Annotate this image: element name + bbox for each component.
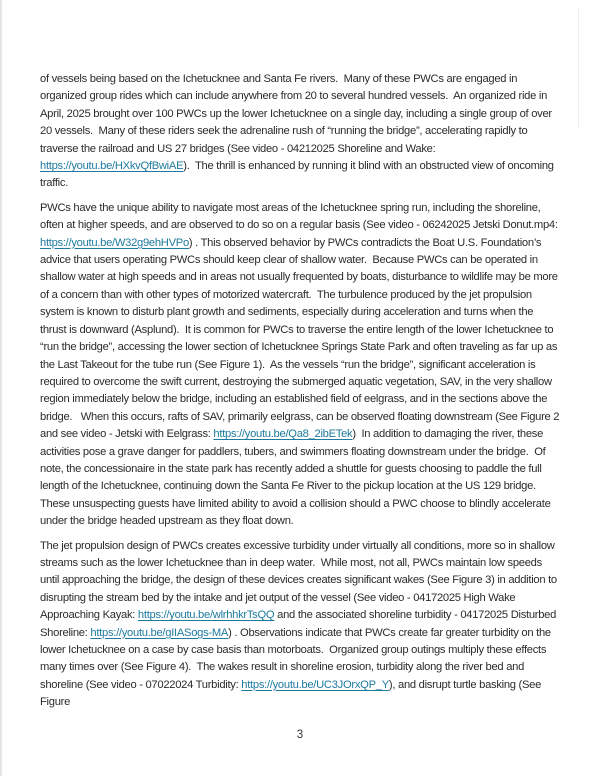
youtube-link[interactable]: https://youtu.be/wlrhhkrTsQQ [137, 609, 275, 622]
paragraph-text: ), and disrupt turtle basking (See Figure [40, 678, 544, 709]
youtube-link[interactable]: https://youtu.be/W32g9ehHVPo [40, 236, 189, 249]
paragraph [40, 200, 562, 531]
paragraph-text: PWCs have the unique ability to navigate most areas of the Ichetucknee spring run, including the shoreline, often at higher speeds, and are observed to do so on a regular basis (See video - 06242025 Jetski Donut.mp4: [40, 201, 561, 232]
scan-edge-left [0, 0, 3, 776]
paragraph-text: ). The thrill is enhanced by running it blind with an obstructed view of oncoming traffic. [40, 160, 557, 190]
page-number: 3 [296, 729, 304, 741]
scan-edge-right [578, 8, 579, 128]
youtube-link[interactable]: https://youtu.be/Qa8_2ibETek [213, 428, 353, 441]
paragraph [40, 538, 562, 712]
youtube-link[interactable]: https://youtu.be/HXkvQfBwiAE [40, 160, 184, 173]
paragraph-text: ) . Observations indicate that PWCs create far greater turbidity on the lower Ichetucknee on a case by case basis than motorboats. Organized group outings multiply these effects many times over (See Figure 4). The wakes result in shoreline erosion, turbidity along the river bed and shoreline (See video - 07022024 Turbidity: [40, 626, 554, 691]
paragraph-text: ) In addition to damaging the river, these activities pose a grave danger for paddlers, tubers, and swimmers floating downstream under the bridge. Of note, the concessionaire in the state park has recently added a shuttle for guests choosing to paddle the full length of the Ichetucknee, continuing down the Santa Fe River to the pickup location at the US 129 bridge. These unsuspecting guests have limited ability to avoid a collision should a PWC choose to blindly accelerate under the bridge headed upstream as they float down. [40, 428, 554, 528]
paragraph-text: The jet propulsion design of PWCs creates excessive turbidity under virtually all conditions, more so in shallow streams such as the lower Ichetucknee than in deep water. While most, not all, PWCs maintain low speeds until approaching the bridge, the design of these devices creates significant wakes (See Figure 3) in addition to disrupting the stream bed by the intake and jet output of the vessel (See video - 04172025 High Wake Approaching Kayak: [40, 539, 560, 622]
paragraph-text: and the associated shoreline turbidity - 04172025 Disturbed Shoreline: [40, 609, 559, 639]
paragraph [40, 71, 562, 193]
youtube-link[interactable]: https://youtu.be/gIIASogs-MA [90, 626, 229, 639]
document-body [40, 71, 562, 719]
paragraph-text: ) . This observed behavior by PWCs contradicts the Boat U.S. Foundation’s advice that users operating PWCs should keep clear of shallow water. Because PWCs can be operated in shallow water at high speeds and in areas not usually frequented by boats, disturbance to wildlife may be more of a concern than with other types of motorized watercraft. The turbulence produced by the jet propulsion system is known to disturb plant growth and sediments, especially during acceleration and turns when the thrust is downward (Asplund). It is common for PWCs to traverse the entire length of the lower Ichetucknee to “run the bridge”, accessing the lower section of Ichetucknee Springs State Park and often traveling as far up as the Last Takeout for the tube run (See Figure 1). As the vessels “run the bridge”, significant acceleration is required to overcome the swift current, destroying the submerged aquatic vegetation, SAV, in the very shallow region immediately below the bridge, including an established field of eelgrass, and in the sections above the bridge. When this occurs, rafts of SAV, primarily eelgrass, can be observed floating downstream (See Figure 2 and see video - Jetski with Eelgrass: [40, 236, 563, 441]
youtube-link[interactable]: https://youtu.be/UC3JOrxQP_Y [241, 678, 389, 691]
paragraph-text: of vessels being based on the Ichetucknee and Santa Fe rivers. Many of these PWCs are engaged in organized group rides which can include anywhere from 20 to several hundred vessels. An organized ride in April, 2025 brought over 100 PWCs up the lower Ichetucknee on a single day, including a single group of over 20 vessels. Many of these riders seek the adrenaline rush of “running the bridge”, accelerating rapidly to traverse the railroad and US 27 bridges (See video - 04212025 Shoreline and Wake: [40, 73, 555, 155]
